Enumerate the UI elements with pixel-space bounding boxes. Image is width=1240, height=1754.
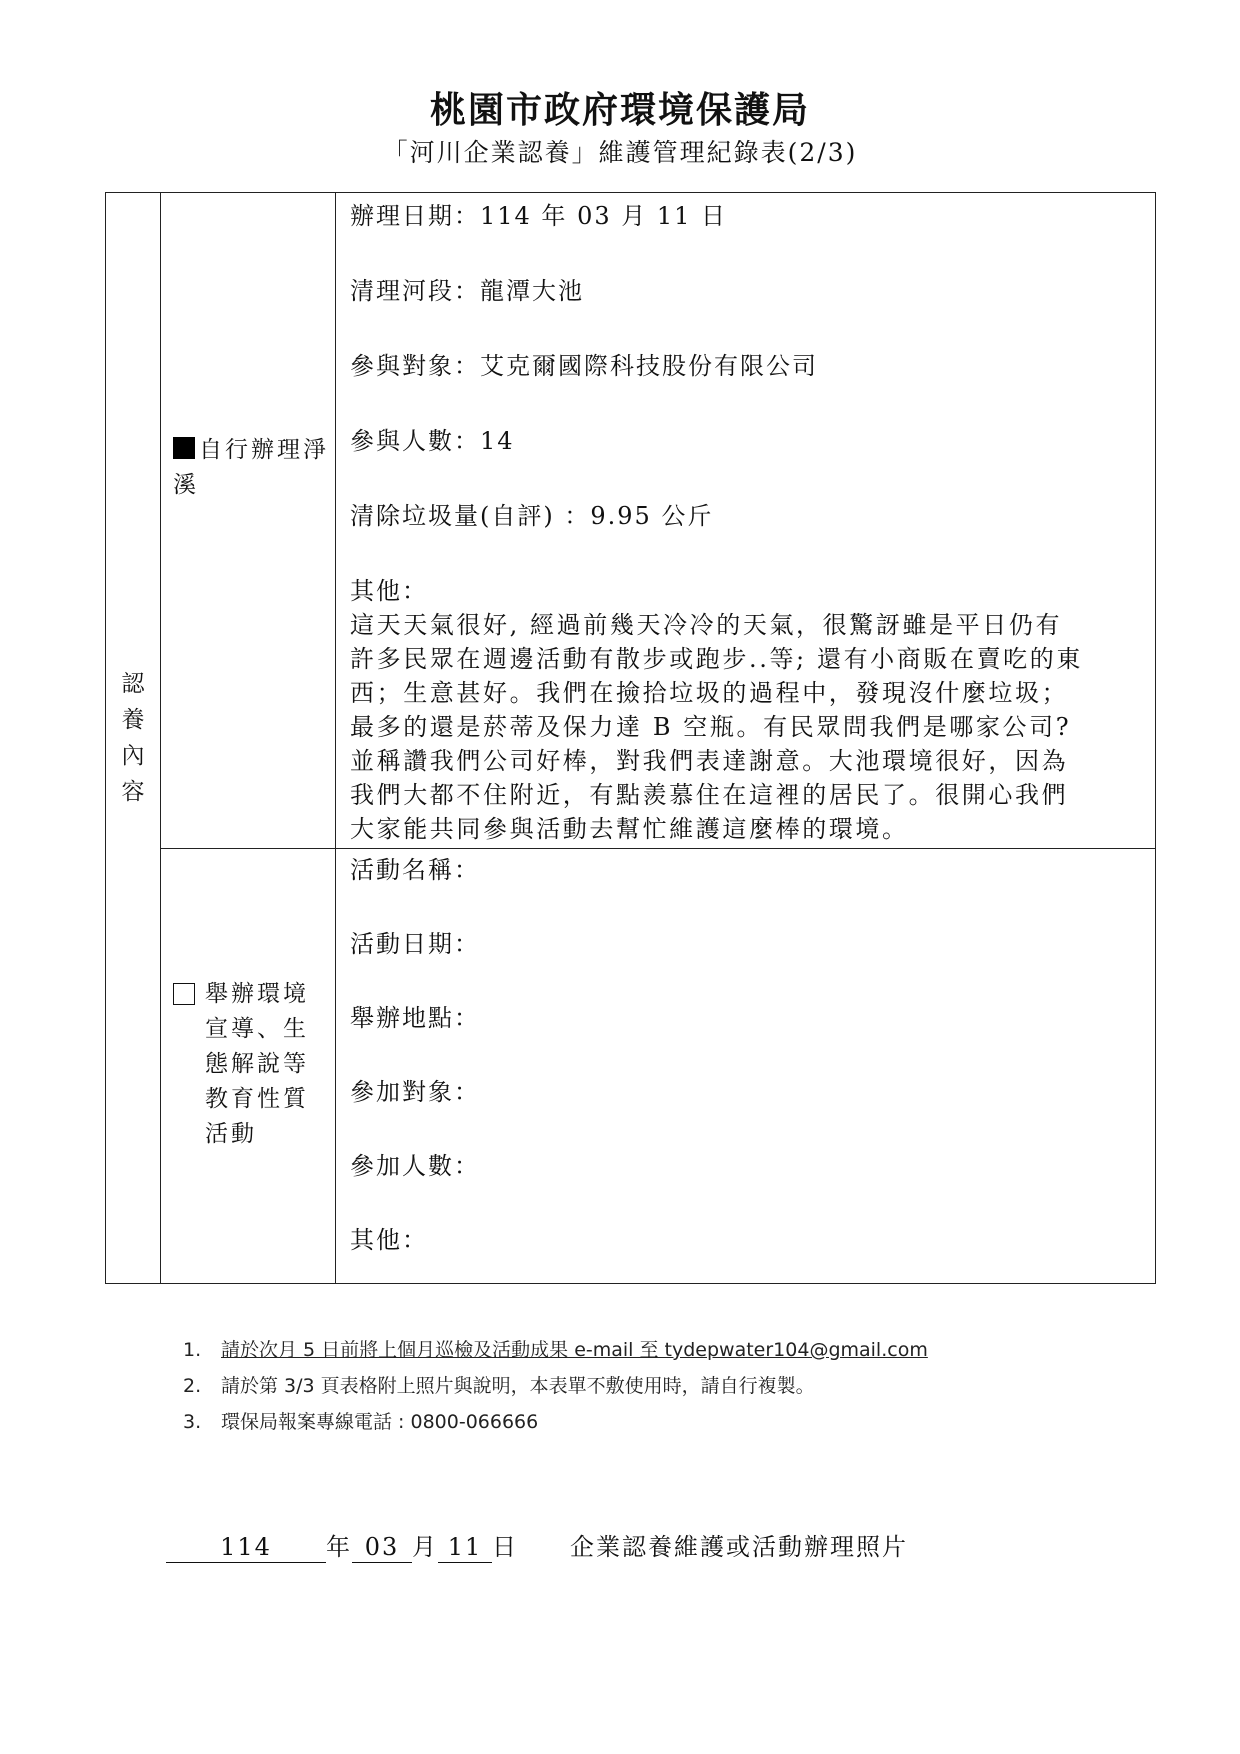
cleanup-garbage-amount: 清除垃圾量(自評) ：9.95 公斤 (350, 502, 714, 530)
document-title: 桃園市政府環境保護局 (429, 89, 810, 131)
activity-date: 活動日期： (350, 930, 480, 958)
cleanup-other-label: 其他： (350, 577, 428, 605)
cleanup-participants: 參與對象：艾克爾國際科技股份有限公司 (350, 352, 818, 380)
document-subtitle: 「河川企業認養」維護管理紀錄表(2/3) (382, 138, 858, 167)
activity-headcount: 參加人數： (350, 1152, 480, 1180)
footer-day: 11 (438, 1532, 492, 1563)
option-education-activity (161, 849, 336, 1284)
maintenance-record-table (105, 192, 1156, 1284)
option-self-cleanup-label: 自行辦理淨溪 (173, 437, 329, 498)
education-activity-details (336, 849, 1156, 1284)
self-cleanup-details (336, 193, 1156, 849)
photo-caption: 企業認養維護或活動辦理照片 (570, 1533, 908, 1561)
cleanup-date: 辦理日期：114 年 03 月 11 日 (350, 202, 728, 230)
activity-name: 活動名稱： (350, 856, 480, 884)
section-label-adoption-content: 認 養 內 容 (106, 193, 161, 1284)
activity-other: 其他： (350, 1226, 428, 1254)
photo-section-heading: 114 年 03 月 11 日 企業認養維護或活動辦理照片 (166, 1530, 908, 1564)
cleanup-other-text: 這天天氣很好, 經過前幾天冷冷的天氣，很驚訝雖是平日仍有 許多民眾在週邊活動有散步或跑步..等; 還有小商販在賣吃的東 西；生意甚好。我們在撿拾垃圾的過程中，發現沒什麼垃圾； 最多的還是菸蒂及保力達 B 空瓶。有民眾問我們是哪家公司? 並稱讚我們公司好棒，對我們表達謝意。大池環境很好，因為 我們大都不住附近，有點羨慕住在這裡的居民了。很開心我們 大家能共同參與活動去幫忙維護這麼棒的環境。 (350, 611, 1083, 843)
activity-location: 舉辦地點： (350, 1004, 480, 1032)
footer-year: 114 (166, 1532, 326, 1563)
checked-checkbox[interactable] (173, 437, 195, 459)
unchecked-checkbox[interactable] (173, 983, 195, 1005)
cleanup-river-section: 清理河段：龍潭大池 (350, 277, 584, 305)
option-education-activity-label: 舉辦環境宣導、生態解說等教育性質活動 (205, 981, 309, 1147)
option-self-cleanup (161, 193, 336, 849)
activity-participants: 參加對象： (350, 1078, 480, 1106)
footer-month: 03 (352, 1532, 412, 1563)
cleanup-headcount: 參與人數：14 (350, 427, 515, 455)
